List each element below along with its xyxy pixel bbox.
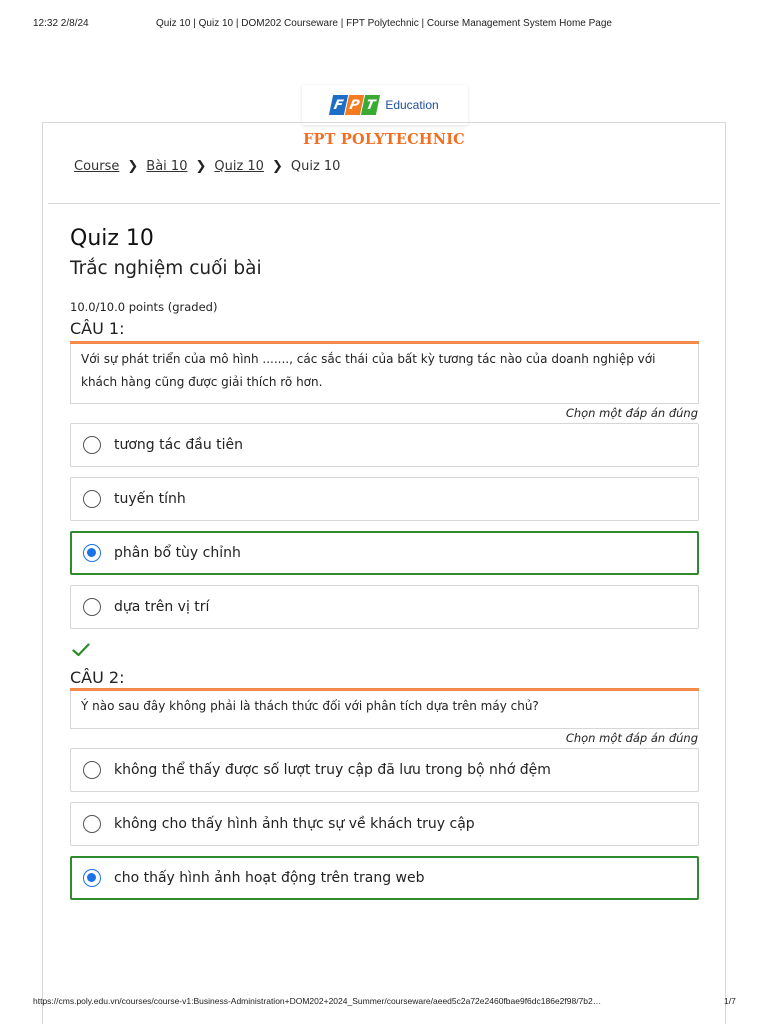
question-2-hint: Chọn một đáp án đúng [565,731,698,745]
question-2-option-3[interactable] [70,856,699,900]
question-1-option-3[interactable] [70,531,699,575]
fpt-logo-mark [331,95,378,115]
radio-button[interactable] [83,761,101,779]
option-label: không cho thấy hình ảnh thực sự về khách truy cập [114,816,475,832]
breadcrumb-lesson[interactable]: Bài 10 [146,159,188,174]
chevron-right-icon: ❯ [271,159,283,174]
print-url: https://cms.poly.edu.vn/courses/course-v1:Business-Administration+DOM202+2024_Summer/courseware/aeed5c2a72e2460fbae9f6dc186e2f98/7b2… [33,996,602,1006]
option-label: cho thấy hình ảnh hoạt động trên trang web [114,870,425,886]
radio-button-selected[interactable] [83,544,101,562]
chevron-right-icon: ❯ [127,159,139,174]
logo-subtitle: Education [385,98,439,112]
print-page-title: Quiz 10 | Quiz 10 | DOM202 Courseware | FPT Polytechnic | Course Management System Home Page [156,18,612,29]
question-2-option-2[interactable] [70,802,699,846]
logo-letter-t: T [361,95,380,115]
breadcrumb-quiz[interactable]: Quiz 10 [214,159,264,174]
page-subtitle: Trắc nghiệm cuối bài [70,258,262,279]
header-divider [48,203,720,204]
question-1-option-2[interactable] [70,477,699,521]
radio-button[interactable] [83,815,101,833]
question-2-text: Ý nào sau đây không phải là thách thức đối với phân tích dựa trên máy chủ? [70,691,699,729]
print-datetime: 12:32 2/8/24 [33,18,89,29]
logo-letter-p: P [345,95,364,115]
radio-button[interactable] [83,436,101,454]
option-label: tuyến tính [114,491,186,507]
radio-button-selected[interactable] [83,869,101,887]
page-title: Quiz 10 [70,226,154,251]
print-header [0,18,768,34]
question-1-hint: Chọn một đáp án đúng [565,406,698,420]
breadcrumb-course[interactable]: Course [74,159,120,174]
breadcrumb-current: Quiz 10 [290,159,341,174]
fpt-education-logo[interactable] [302,85,468,125]
option-label: dựa trên vị trí [114,599,210,615]
option-label: phân bổ tùy chỉnh [114,545,241,561]
check-icon [72,643,90,657]
course-content-card [42,122,726,1024]
print-page-number: 1/7 [724,996,736,1006]
chevron-right-icon: ❯ [195,159,207,174]
question-2-option-1[interactable] [70,748,699,792]
question-1-text: Với sự phát triển của mô hình ......., các sắc thái của bất kỳ tương tác nào của doanh nghiệp với khách hàng cũng được giải thích rõ hơn. [70,344,699,404]
radio-button[interactable] [83,598,101,616]
option-label: không thể thấy được số lượt truy cập đã lưu trong bộ nhớ đệm [114,762,551,778]
brand-name: FPT POLYTECHNIC [303,131,465,148]
question-1-option-4[interactable] [70,585,699,629]
points-status: 10.0/10.0 points (graded) [70,300,218,314]
breadcrumb [74,159,340,174]
option-label: tương tác đầu tiên [114,437,244,453]
radio-button[interactable] [83,490,101,508]
question-2-label: CÂU 2: [70,668,125,687]
question-1-label: CÂU 1: [70,319,125,338]
question-1-option-1[interactable] [70,423,699,467]
logo-letter-f: F [329,95,348,115]
